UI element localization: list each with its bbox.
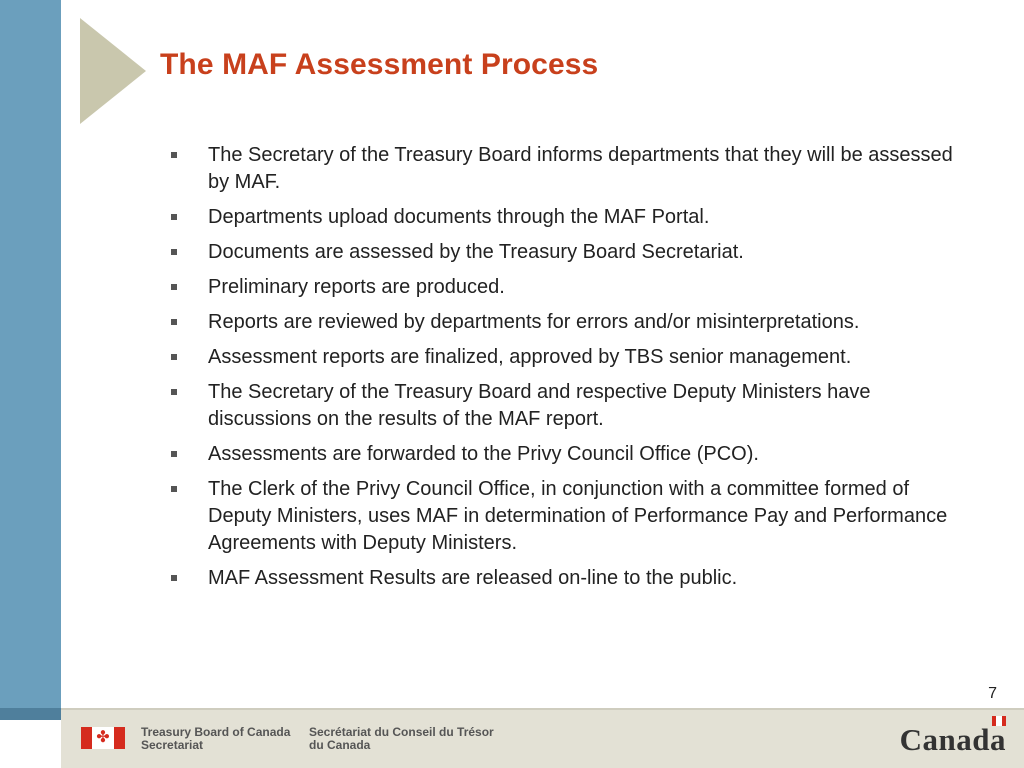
square-bullet-icon (171, 214, 177, 220)
title-arrow-decoration (80, 18, 146, 124)
canada-flag-icon (81, 727, 125, 749)
sidebar-bottom-band (0, 708, 61, 720)
bullet-item (168, 274, 958, 301)
bullet-list (168, 142, 958, 600)
bullet-item (168, 309, 958, 336)
org-name-english-line2: Secretariat (141, 738, 204, 752)
bullet-text: Departments upload documents through the MAF Portal. (208, 206, 710, 228)
square-bullet-icon (171, 451, 177, 457)
bullet-item (168, 379, 958, 433)
page-number: 7 (988, 685, 997, 702)
org-name-english (141, 726, 290, 752)
square-bullet-icon (171, 486, 177, 492)
bullet-item (168, 476, 958, 557)
bullet-text: The Secretary of the Treasury Board informs departments that they will be assessed by MAF. (208, 144, 953, 193)
left-sidebar-band (0, 0, 61, 708)
bullet-text: The Clerk of the Privy Council Office, in conjunction with a committee formed of Deputy Ministers, uses MAF in determination of Performance Pay and Performance Agreements with Deputy Ministers. (208, 478, 948, 554)
bullet-text: Documents are assessed by the Treasury Board Secretariat. (208, 241, 744, 263)
footer-divider (61, 708, 1024, 710)
flag-center-panel (92, 727, 114, 749)
bullet-text: Assessments are forwarded to the Privy Council Office (PCO). (208, 443, 759, 465)
maple-leaf-icon: ✤ (96, 729, 110, 746)
square-bullet-icon (171, 249, 177, 255)
square-bullet-icon (171, 152, 177, 158)
square-bullet-icon (171, 319, 177, 325)
bullet-item (168, 441, 958, 468)
org-name-french-line2: du Canada (309, 738, 371, 752)
footer-bar (61, 708, 1024, 768)
square-bullet-icon (171, 389, 177, 395)
bullet-text: The Secretary of the Treasury Board and respective Deputy Ministers have discussions on the results of the MAF report. (208, 381, 871, 430)
bullet-item (168, 204, 958, 231)
bullet-text: Reports are reviewed by departments for errors and/or misinterpretations. (208, 311, 860, 333)
bullet-item (168, 565, 958, 592)
square-bullet-icon (171, 575, 177, 581)
org-name-french-line1: Secrétariat du Conseil du Trésor (309, 725, 494, 739)
slide-title: The MAF Assessment Process (160, 48, 599, 81)
org-name-french (309, 726, 494, 752)
bullet-item (168, 239, 958, 266)
org-name-english-line1: Treasury Board of Canada (141, 725, 291, 739)
bullet-text: Preliminary reports are produced. (208, 276, 505, 298)
bullet-item (168, 142, 958, 196)
square-bullet-icon (171, 354, 177, 360)
bullet-text: Assessment reports are finalized, approved by TBS senior management. (208, 346, 852, 368)
canada-wordmark-logo: Canada (899, 722, 1006, 757)
square-bullet-icon (171, 284, 177, 290)
bullet-text: MAF Assessment Results are released on-line to the public. (208, 567, 738, 589)
bullet-item (168, 344, 958, 371)
